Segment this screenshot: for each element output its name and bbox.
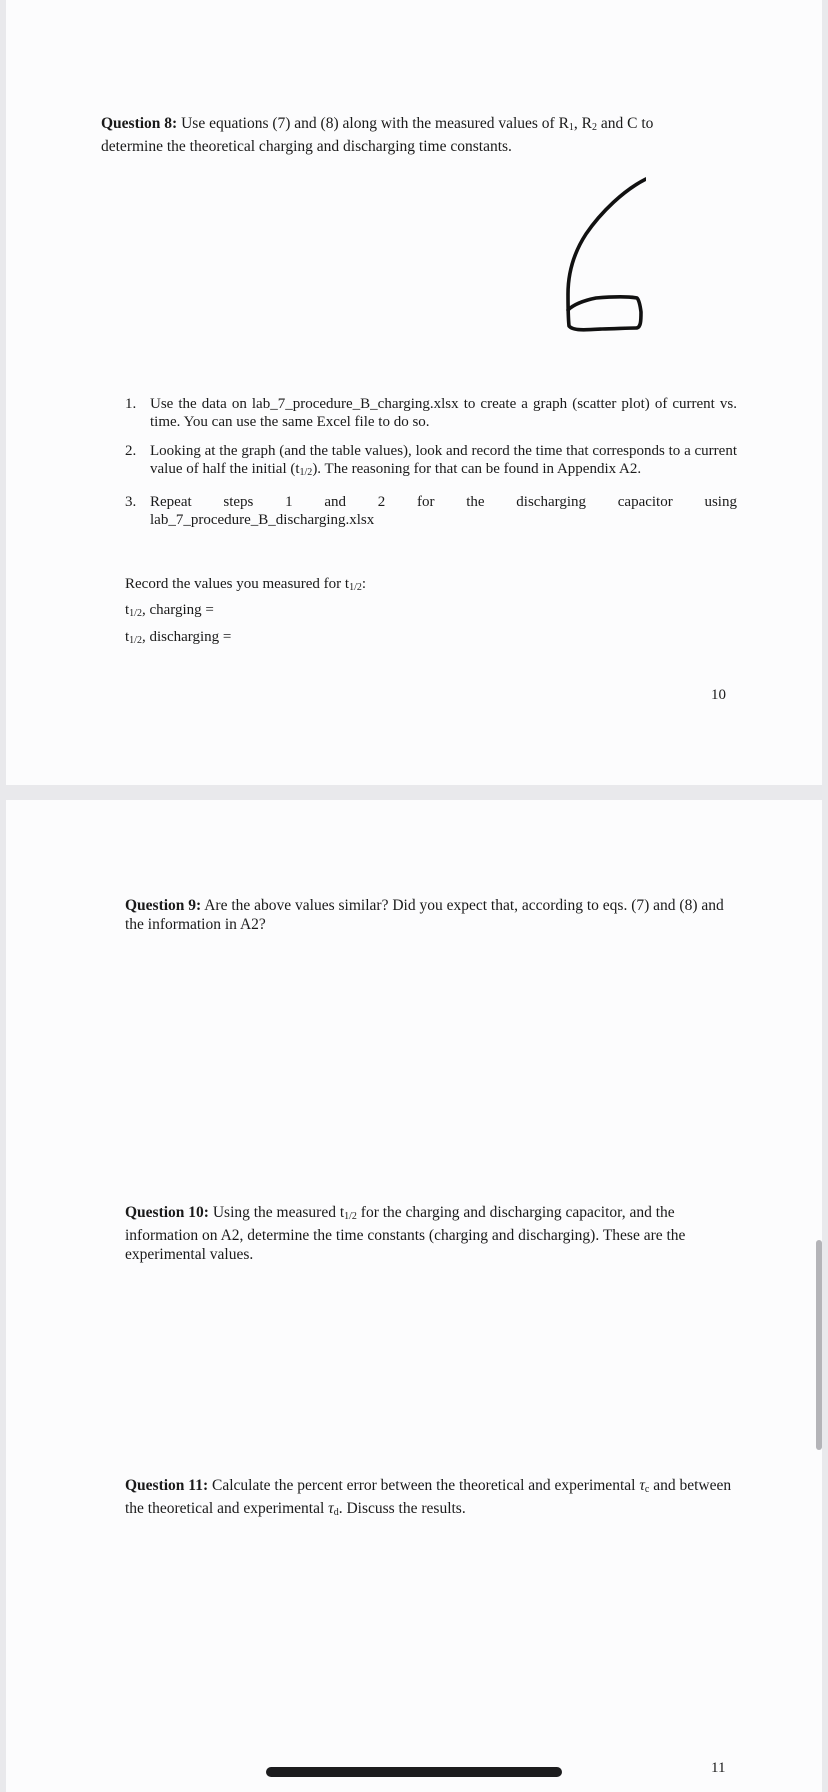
t-half-discharging-field: $t_{1/2}$, discharging =	[125, 629, 232, 646]
question-10: Question 10: Using the measured $t_{1/2}$ for the charging and discharging capacitor, and the information on A2, determine the time constants (charging and discharging). These are the experimental values.	[125, 1204, 686, 1263]
vertical-scrollbar[interactable]	[816, 1240, 822, 1450]
procedure-steps	[125, 395, 737, 540]
question-8: Question 8: Use equations (7) and (8) along with the measured values of $R_1$, $R_2$ and C to determine the theoretical charging and discharging time constants.	[101, 115, 654, 155]
document-page-11	[6, 800, 822, 1792]
record-intro: Record the values you measured for $t_{1/2}$:	[125, 576, 367, 593]
home-indicator-bar[interactable]	[266, 1767, 562, 1777]
question-10-label: Question 10:	[125, 1204, 209, 1221]
document-page-10	[6, 0, 822, 785]
t-half-charging-field: $t_{1/2}$, charging =	[125, 602, 214, 619]
question-11: Question 11: Calculate the percent error between the theoretical and experimental $\tau_c$ and between the theoretical and experimental $\tau_d$. Discuss the results.	[125, 1477, 732, 1518]
step-3: 3. Repeat steps 1 and 2 for the discharging capacitor using lab_7_procedure_B_discharging.xlsx	[125, 494, 737, 528]
handwritten-answer-6	[556, 170, 646, 340]
question-11-label: Question 11:	[125, 1477, 209, 1494]
step-1: 1. Use the data on lab_7_procedure_B_charging.xlsx to create a graph (scatter plot) of current vs. time. You can use the same Excel file to do so.	[125, 396, 737, 430]
step-2: 2. Looking at the graph (and the table values), look and record the time that corresponds to a current value of half the initial $(t_{1/2})$. The reasoning for that can be found in Appendix A2.	[125, 443, 737, 478]
question-9-label: Question 9:	[125, 897, 202, 914]
question-8-label: Question 8:	[101, 115, 178, 132]
page-number: 10	[711, 687, 726, 703]
page-number: 11	[711, 1760, 726, 1776]
question-9: Question 9: Are the above values similar? Did you expect that, according to eqs. (7) and (8) and the information in A2?	[125, 897, 724, 933]
